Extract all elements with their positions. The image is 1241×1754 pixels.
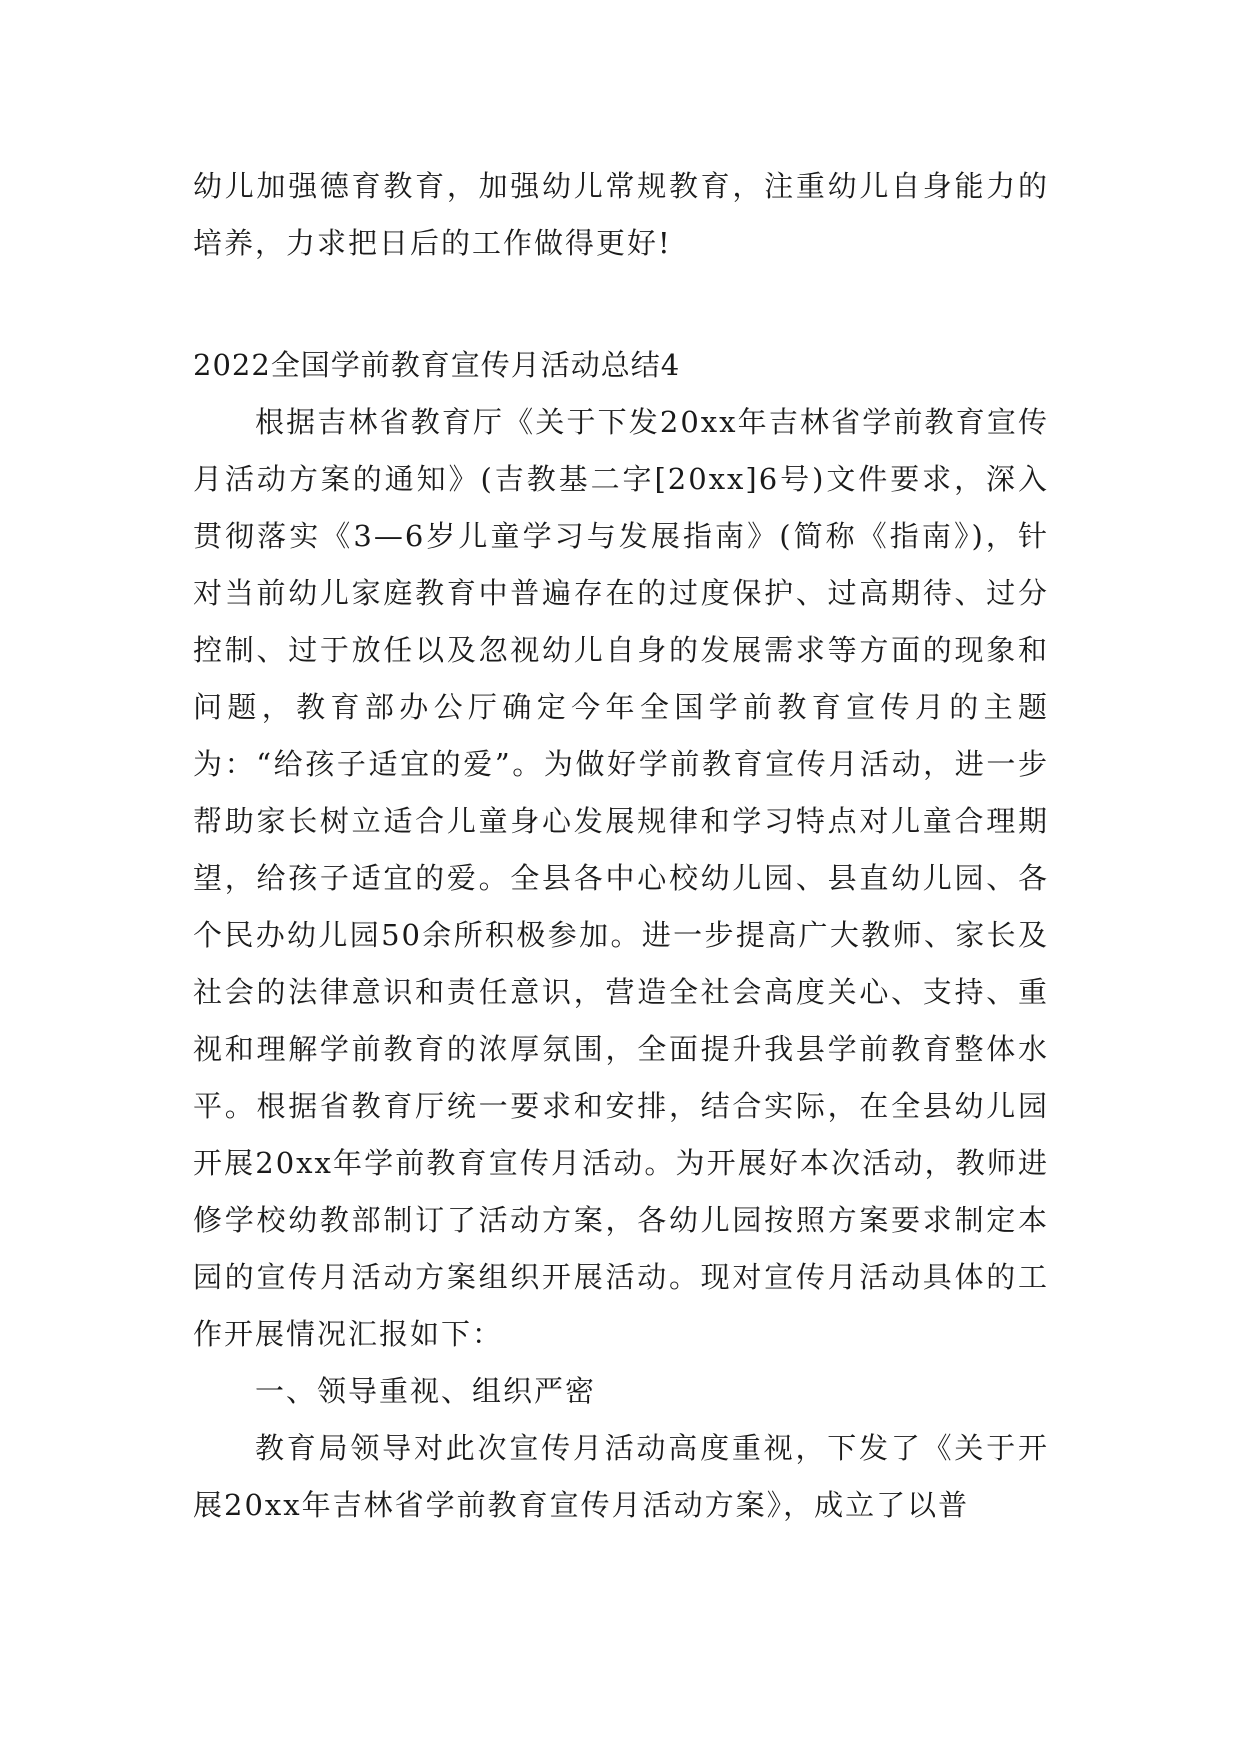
subheading: 一、领导重视、组织严密	[255, 1374, 597, 1408]
section-title: 2022全国学前教育宣传月活动总结4	[193, 348, 681, 382]
paragraph: 根据吉林省教育厅《关于下发20xx年吉林省学前教育宣传月活动方案的通知》(吉教基二字[20xx]6号)文件要求，深入贯彻落实《3—6岁儿童学习与发展指南》(简称《指南》)，针对当前幼儿家庭教育中普遍存在的过度保护、过高期待、过分控制、过于放任以及忽视幼儿自身的发展需求等方面的现象和问题，教育部办公厅确定今年全国学前教育宣传月的主题为：“给孩子适宜的爱”。为做好学前教育宣传月活动，进一步帮助家长树立适合儿童身心发展规律和学习特点对儿童合理期望，给孩子适宜的爱。全县各中心校幼儿园、县直幼儿园、各个民办幼儿园50余所积极参加。进一步提高广大教师、家长及社会的法律意识和责任意识，营造全社会高度关心、支持、重视和理解学前教育的浓厚氛围，全面提升我县学前教育整体水平。根据省教育厅统一要求和安排，结合实际，在全县幼儿园开展20xx年学前教育宣传月活动。为开展好本次活动，教师进修学校幼教部制订了活动方案，各幼儿园按照方案要求制定本园的宣传月活动方案组织开展活动。现对宣传月活动具体的工作开展情况汇报如下：	[193, 405, 1049, 1351]
paragraph: 教育局领导对此次宣传月活动高度重视，下发了《关于开展20xx年吉林省学前教育宣传月活动方案》，成立了以普	[193, 1431, 1049, 1522]
intro-text: 幼儿加强德育教育，加强幼儿常规教育，注重幼儿自身能力的培养，力求把日后的工作做得更好!	[193, 169, 1049, 260]
intro-paragraph	[193, 158, 1049, 272]
body-content	[193, 394, 1049, 1534]
